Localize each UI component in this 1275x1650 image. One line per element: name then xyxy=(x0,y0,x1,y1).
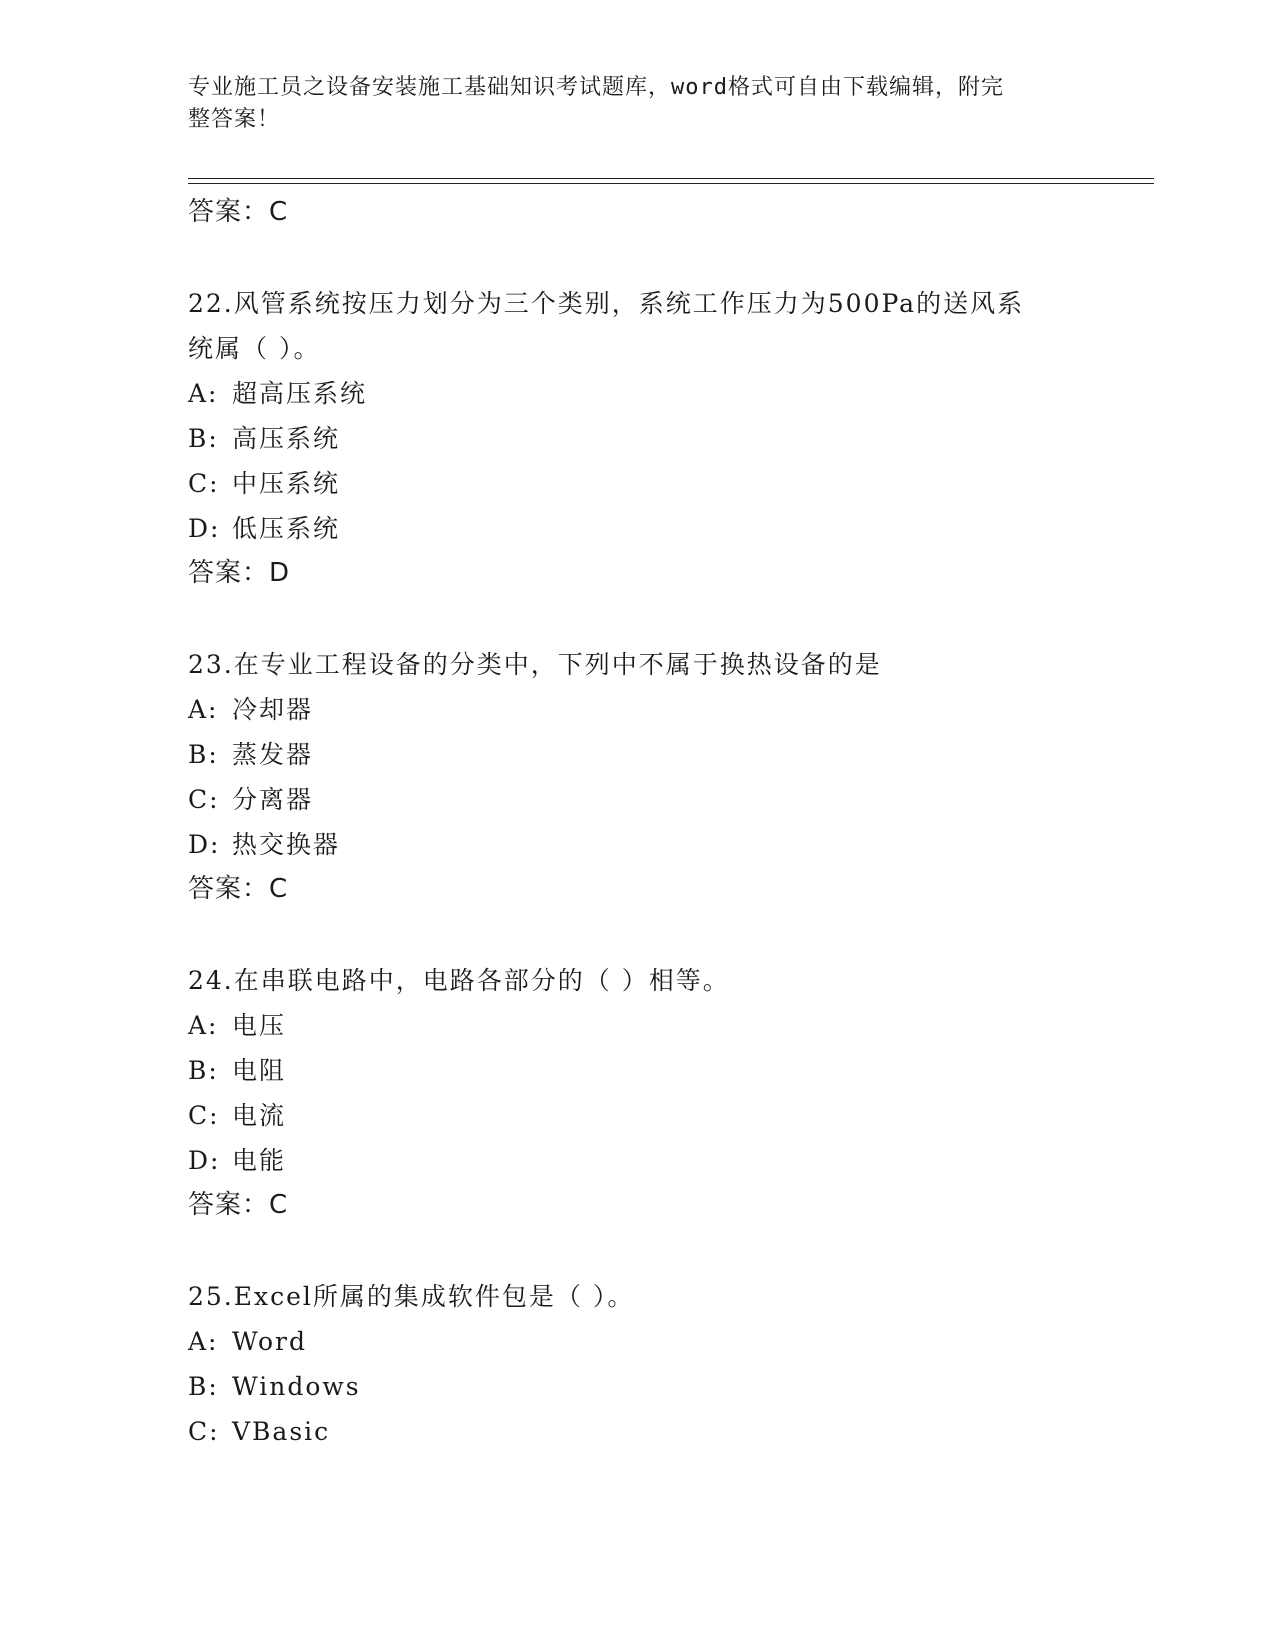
option-text: Word xyxy=(232,1327,308,1356)
option-key: B: xyxy=(188,424,219,453)
option-key: B: xyxy=(188,1372,219,1401)
option-d xyxy=(188,1138,1088,1183)
header-line-2: 整答案！ xyxy=(188,107,281,132)
option-key: A: xyxy=(188,1011,219,1040)
option-key: A: xyxy=(188,379,219,408)
document-header xyxy=(188,72,1068,136)
option-text: 高压系统 xyxy=(232,424,341,453)
option-a xyxy=(188,371,1088,416)
option-text: 电流 xyxy=(232,1101,287,1130)
option-text: 蒸发器 xyxy=(232,740,314,769)
answer-line: 答案：C xyxy=(188,874,289,904)
question-text: 25.Excel所属的集成软件包是（ ）。 xyxy=(188,1282,635,1311)
header-divider-top xyxy=(188,178,1154,179)
option-text: 超高压系统 xyxy=(232,379,368,408)
option-c xyxy=(188,461,1088,506)
option-c xyxy=(188,777,1088,822)
option-text: 低压系统 xyxy=(232,514,341,543)
header-line-1: 专业施工员之设备安装施工基础知识考试题库，word格式可自由下载编辑，附完 xyxy=(188,75,1004,100)
option-key: D: xyxy=(188,830,221,859)
answer-line: 答案：C xyxy=(188,1190,289,1220)
option-key: B: xyxy=(188,740,219,769)
option-d xyxy=(188,822,1088,867)
answer-line: 答案：C xyxy=(188,197,289,227)
question-25 xyxy=(188,1274,1088,1454)
option-key: A: xyxy=(188,695,219,724)
question-24 xyxy=(188,958,1088,1228)
option-text: 电阻 xyxy=(232,1056,287,1085)
option-c xyxy=(188,1409,1088,1454)
option-key: D: xyxy=(188,1146,221,1175)
option-a xyxy=(188,1003,1088,1048)
answer-line: 答案：D xyxy=(188,558,291,588)
option-c xyxy=(188,1093,1088,1138)
option-text: 热交换器 xyxy=(232,830,341,859)
option-text: 电能 xyxy=(232,1146,287,1175)
question-list xyxy=(188,190,1088,1454)
option-text: 电压 xyxy=(232,1011,287,1040)
option-b xyxy=(188,732,1088,777)
option-key: C: xyxy=(188,469,220,498)
question-23 xyxy=(188,642,1088,912)
option-key: B: xyxy=(188,1056,219,1085)
option-key: C: xyxy=(188,1417,220,1446)
question-text: 23.在专业工程设备的分类中，下列中不属于换热设备的是 xyxy=(188,650,882,679)
option-key: C: xyxy=(188,785,220,814)
option-b xyxy=(188,1364,1088,1409)
option-text: 中压系统 xyxy=(232,469,341,498)
question-text-continued: 统属（ ）。 xyxy=(188,334,321,363)
option-text: VBasic xyxy=(232,1417,331,1446)
option-key: A: xyxy=(188,1327,219,1356)
option-b xyxy=(188,1048,1088,1093)
option-b xyxy=(188,416,1088,461)
header-divider-bottom xyxy=(188,183,1154,184)
option-a xyxy=(188,687,1088,732)
option-d xyxy=(188,506,1088,551)
option-text: Windows xyxy=(232,1372,361,1401)
question-text: 24.在串联电路中，电路各部分的（ ）相等。 xyxy=(188,966,730,995)
option-key: C: xyxy=(188,1101,220,1130)
option-a xyxy=(188,1319,1088,1364)
option-key: D: xyxy=(188,514,221,543)
question-text: 22.风管系统按压力划分为三个类别，系统工作压力为500Pa的送风系 xyxy=(188,289,1025,318)
option-text: 冷却器 xyxy=(232,695,314,724)
question-22 xyxy=(188,281,1088,596)
option-text: 分离器 xyxy=(232,785,314,814)
